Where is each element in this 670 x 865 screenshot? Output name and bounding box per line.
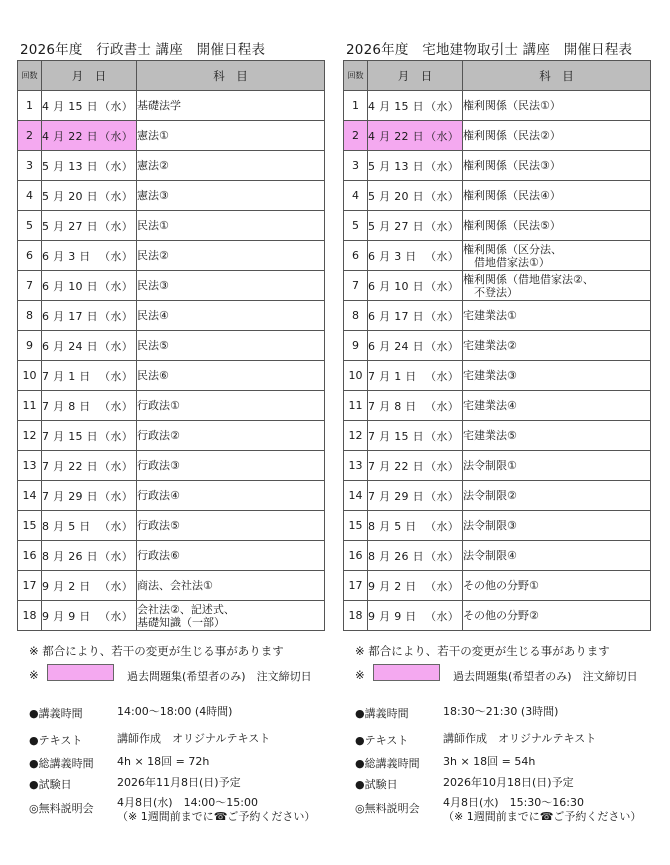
session-subject: 民法① xyxy=(137,211,325,241)
session-date-text: 7 月 29 日 xyxy=(42,489,98,503)
session-number: 8 xyxy=(18,301,42,331)
session-subject: 法令制限④ xyxy=(463,541,651,571)
info-label: ●試験日 xyxy=(29,778,72,791)
session-number: 7 xyxy=(18,271,42,301)
session-date xyxy=(42,541,137,571)
table-row xyxy=(344,451,651,481)
session-weekday: （水） xyxy=(99,399,133,413)
session-date-text: 7 月 22 日 xyxy=(368,459,424,473)
session-date-text: 8 月 26 日 xyxy=(368,549,424,563)
info-value: 講師作成 オリジナルテキスト xyxy=(117,732,271,745)
session-weekday: （水） xyxy=(425,219,459,233)
session-number: 4 xyxy=(18,181,42,211)
schedule-table xyxy=(17,60,325,631)
session-weekday: （水） xyxy=(99,219,133,233)
table-row xyxy=(344,601,651,631)
table-row xyxy=(18,211,325,241)
table-row xyxy=(18,601,325,631)
change-notice: ※ 都合により、若干の変更が生じる事があります xyxy=(355,644,610,658)
table-row xyxy=(18,391,325,421)
session-date-text: 4 月 15 日 xyxy=(42,99,98,113)
info-label: ●講義時間 xyxy=(29,707,83,720)
session-date xyxy=(368,121,463,151)
legend-mark: ※ xyxy=(355,668,365,682)
session-number: 17 xyxy=(18,571,42,601)
table-row xyxy=(18,181,325,211)
change-notice: ※ 都合により、若干の変更が生じる事があります xyxy=(29,644,284,658)
session-number: 15 xyxy=(18,511,42,541)
session-date xyxy=(368,301,463,331)
table-row xyxy=(344,571,651,601)
session-number: 16 xyxy=(18,541,42,571)
legend-mark: ※ xyxy=(29,668,39,682)
session-date xyxy=(42,301,137,331)
session-number: 11 xyxy=(344,391,368,421)
session-number: 4 xyxy=(344,181,368,211)
schedule-table xyxy=(343,60,651,631)
session-date xyxy=(42,181,137,211)
session-date-text: 7 月 8 日 xyxy=(368,399,417,413)
highlight-legend-swatch xyxy=(373,664,440,681)
header-date: 月 日 xyxy=(42,61,137,91)
session-date-text: 5 月 20 日 xyxy=(42,189,98,203)
session-date-text: 9 月 9 日 xyxy=(368,609,417,623)
info-label: ●テキスト xyxy=(29,734,83,747)
session-date-text: 6 月 3 日 xyxy=(368,249,417,263)
session-date xyxy=(368,571,463,601)
header-date: 月 日 xyxy=(368,61,463,91)
session-date xyxy=(42,571,137,601)
session-weekday: （水） xyxy=(99,549,133,563)
legend-text: 過去問題集(希望者のみ) 注文締切日 xyxy=(453,670,638,683)
session-number: 14 xyxy=(18,481,42,511)
session-weekday: （水） xyxy=(99,459,133,473)
session-date-text: 5 月 13 日 xyxy=(42,159,98,173)
session-number: 18 xyxy=(18,601,42,631)
session-date xyxy=(368,481,463,511)
info-label: ●総講義時間 xyxy=(355,757,420,770)
session-weekday: （水） xyxy=(99,189,133,203)
session-weekday: （水） xyxy=(425,519,459,533)
session-date-text: 7 月 22 日 xyxy=(42,459,98,473)
session-number: 13 xyxy=(18,451,42,481)
session-number: 12 xyxy=(344,421,368,451)
table-row xyxy=(18,121,325,151)
session-date xyxy=(368,91,463,121)
session-number: 12 xyxy=(18,421,42,451)
session-date-text: 7 月 15 日 xyxy=(42,429,98,443)
session-date xyxy=(42,361,137,391)
table-row xyxy=(344,241,651,271)
info-value: 2026年11月8日(日)予定 xyxy=(117,776,241,789)
table-row xyxy=(344,151,651,181)
session-weekday: （水） xyxy=(99,429,133,443)
info-value: 講師作成 オリジナルテキスト xyxy=(443,732,597,745)
session-weekday: （水） xyxy=(425,549,459,563)
table-row xyxy=(18,541,325,571)
session-weekday: （水） xyxy=(425,189,459,203)
session-subject: 権利関係（借地借家法②、 不登法） xyxy=(463,271,651,301)
session-weekday: （水） xyxy=(99,489,133,503)
session-date-text: 6 月 10 日 xyxy=(368,279,424,293)
session-date xyxy=(42,91,137,121)
table-row xyxy=(344,121,651,151)
session-weekday: （水） xyxy=(99,339,133,353)
session-date-text: 7 月 8 日 xyxy=(42,399,91,413)
legend-text: 過去問題集(希望者のみ) 注文締切日 xyxy=(127,670,312,683)
session-date xyxy=(42,481,137,511)
session-subject: 権利関係（民法②） xyxy=(463,121,651,151)
session-date-text: 4 月 22 日 xyxy=(368,129,424,143)
session-date-text: 4 月 22 日 xyxy=(42,129,98,143)
session-weekday: （水） xyxy=(99,159,133,173)
session-subject: 行政法⑥ xyxy=(137,541,325,571)
session-subject: 宅建業法① xyxy=(463,301,651,331)
session-number: 15 xyxy=(344,511,368,541)
session-weekday: （水） xyxy=(99,609,133,623)
header-subject: 科 目 xyxy=(463,61,651,91)
session-date-text: 5 月 13 日 xyxy=(368,159,424,173)
table-row xyxy=(344,91,651,121)
session-date xyxy=(368,151,463,181)
schedule-title: 2026年度 宅地建物取引士 講座 開催日程表 xyxy=(346,42,633,58)
session-date xyxy=(42,451,137,481)
session-date-text: 7 月 1 日 xyxy=(368,369,417,383)
session-number: 3 xyxy=(344,151,368,181)
session-date-text: 8 月 26 日 xyxy=(42,549,98,563)
session-weekday: （水） xyxy=(99,369,133,383)
info-label: ●試験日 xyxy=(355,778,398,791)
table-row xyxy=(18,511,325,541)
session-date xyxy=(368,391,463,421)
session-date xyxy=(368,601,463,631)
session-weekday: （水） xyxy=(99,519,133,533)
session-subject: 行政法① xyxy=(137,391,325,421)
session-weekday: （水） xyxy=(425,129,459,143)
session-weekday: （水） xyxy=(425,279,459,293)
session-number: 13 xyxy=(344,451,368,481)
session-number: 9 xyxy=(18,331,42,361)
session-subject: 行政法④ xyxy=(137,481,325,511)
session-subject: その他の分野① xyxy=(463,571,651,601)
session-weekday: （水） xyxy=(425,609,459,623)
session-weekday: （水） xyxy=(425,369,459,383)
session-date-text: 8 月 5 日 xyxy=(368,519,417,533)
session-date-text: 4 月 15 日 xyxy=(368,99,424,113)
session-weekday: （水） xyxy=(99,309,133,323)
session-number: 6 xyxy=(18,241,42,271)
table-row xyxy=(18,271,325,301)
table-row xyxy=(344,301,651,331)
session-weekday: （水） xyxy=(425,159,459,173)
session-subject: 宅建業法③ xyxy=(463,361,651,391)
table-row xyxy=(344,391,651,421)
table-row xyxy=(18,331,325,361)
session-subject: 権利関係（民法①） xyxy=(463,91,651,121)
session-number: 10 xyxy=(344,361,368,391)
table-row xyxy=(18,361,325,391)
session-weekday: （水） xyxy=(99,129,133,143)
session-weekday: （水） xyxy=(425,339,459,353)
session-subject: 憲法② xyxy=(137,151,325,181)
session-date-text: 7 月 29 日 xyxy=(368,489,424,503)
session-number: 11 xyxy=(18,391,42,421)
table-row xyxy=(344,421,651,451)
session-date-text: 6 月 24 日 xyxy=(368,339,424,353)
table-row xyxy=(344,271,651,301)
session-subject: 宅建業法④ xyxy=(463,391,651,421)
session-date xyxy=(368,451,463,481)
info-label: ●講義時間 xyxy=(355,707,409,720)
session-weekday: （水） xyxy=(425,309,459,323)
session-number: 2 xyxy=(344,121,368,151)
session-date-text: 9 月 9 日 xyxy=(42,609,91,623)
table-row xyxy=(344,481,651,511)
session-date-text: 5 月 27 日 xyxy=(42,219,98,233)
session-weekday: （水） xyxy=(99,579,133,593)
info-value: 3h × 18回 = 54h xyxy=(443,755,536,768)
session-number: 3 xyxy=(18,151,42,181)
session-date-text: 9 月 2 日 xyxy=(42,579,91,593)
info-label: ●総講義時間 xyxy=(29,757,94,770)
session-number: 17 xyxy=(344,571,368,601)
session-number: 14 xyxy=(344,481,368,511)
table-row xyxy=(18,421,325,451)
session-subject: 民法③ xyxy=(137,271,325,301)
session-date xyxy=(368,421,463,451)
session-date xyxy=(368,331,463,361)
schedule-title: 2026年度 行政書士 講座 開催日程表 xyxy=(20,42,266,58)
session-subject: 民法⑥ xyxy=(137,361,325,391)
session-date-text: 7 月 1 日 xyxy=(42,369,91,383)
session-subject: 行政法⑤ xyxy=(137,511,325,541)
session-date-text: 6 月 10 日 xyxy=(42,279,98,293)
session-subject: 民法② xyxy=(137,241,325,271)
session-subject: 憲法③ xyxy=(137,181,325,211)
session-subject: 行政法③ xyxy=(137,451,325,481)
info-label: ●テキスト xyxy=(355,734,409,747)
session-date xyxy=(368,541,463,571)
info-value: 4月8日(水) 15:30～16:30 （※ 1週間前までに☎ご予約ください） xyxy=(443,796,642,823)
session-date-text: 5 月 20 日 xyxy=(368,189,424,203)
highlight-legend-swatch xyxy=(47,664,114,681)
info-label: ◎無料説明会 xyxy=(29,802,94,815)
table-row xyxy=(344,331,651,361)
session-date xyxy=(368,181,463,211)
session-number: 16 xyxy=(344,541,368,571)
table-row xyxy=(18,241,325,271)
table-row xyxy=(18,571,325,601)
table-header-row xyxy=(344,61,651,91)
table-row xyxy=(344,181,651,211)
session-date xyxy=(42,421,137,451)
session-subject: 行政法② xyxy=(137,421,325,451)
session-subject: 基礎法学 xyxy=(137,91,325,121)
session-date xyxy=(42,391,137,421)
session-subject: 法令制限② xyxy=(463,481,651,511)
table-header-row xyxy=(18,61,325,91)
session-subject: 宅建業法⑤ xyxy=(463,421,651,451)
info-value: 14:00～18:00 (4時間) xyxy=(117,705,233,718)
header-no: 回数 xyxy=(18,61,42,91)
session-date xyxy=(42,331,137,361)
session-number: 2 xyxy=(18,121,42,151)
info-label: ◎無料説明会 xyxy=(355,802,420,815)
session-subject: 権利関係（民法⑤） xyxy=(463,211,651,241)
info-value: 4h × 18回 = 72h xyxy=(117,755,210,768)
session-weekday: （水） xyxy=(425,399,459,413)
session-date-text: 9 月 2 日 xyxy=(368,579,417,593)
table-row xyxy=(344,541,651,571)
session-subject: 宅建業法② xyxy=(463,331,651,361)
session-weekday: （水） xyxy=(99,99,133,113)
session-number: 7 xyxy=(344,271,368,301)
table-row xyxy=(344,211,651,241)
table-row xyxy=(18,451,325,481)
session-number: 10 xyxy=(18,361,42,391)
session-subject: 権利関係（区分法、 借地借家法①） xyxy=(463,241,651,271)
header-subject: 科 目 xyxy=(137,61,325,91)
info-value: 2026年10月18日(日)予定 xyxy=(443,776,574,789)
session-date xyxy=(368,361,463,391)
session-date xyxy=(368,241,463,271)
table-row xyxy=(344,511,651,541)
table-row xyxy=(18,301,325,331)
session-subject: 法令制限③ xyxy=(463,511,651,541)
session-subject: 法令制限① xyxy=(463,451,651,481)
session-date xyxy=(42,151,137,181)
session-number: 18 xyxy=(344,601,368,631)
session-date xyxy=(42,241,137,271)
session-subject: 民法④ xyxy=(137,301,325,331)
session-weekday: （水） xyxy=(99,279,133,293)
session-date-text: 6 月 17 日 xyxy=(368,309,424,323)
session-date-text: 5 月 27 日 xyxy=(368,219,424,233)
session-date-text: 6 月 17 日 xyxy=(42,309,98,323)
session-subject: 権利関係（民法④） xyxy=(463,181,651,211)
session-number: 8 xyxy=(344,301,368,331)
session-weekday: （水） xyxy=(425,99,459,113)
session-number: 9 xyxy=(344,331,368,361)
info-value: 4月8日(水) 14:00～15:00 （※ 1週間前までに☎ご予約ください） xyxy=(117,796,316,823)
session-subject: 商法、会社法① xyxy=(137,571,325,601)
session-weekday: （水） xyxy=(425,459,459,473)
session-date xyxy=(368,271,463,301)
session-date xyxy=(368,211,463,241)
session-date-text: 7 月 15 日 xyxy=(368,429,424,443)
session-subject: 会社法②、記述式、 基礎知識（一部） xyxy=(137,601,325,631)
session-date-text: 8 月 5 日 xyxy=(42,519,91,533)
session-date xyxy=(42,271,137,301)
table-row xyxy=(18,91,325,121)
session-number: 5 xyxy=(18,211,42,241)
session-weekday: （水） xyxy=(425,579,459,593)
header-no: 回数 xyxy=(344,61,368,91)
session-weekday: （水） xyxy=(425,489,459,503)
session-weekday: （水） xyxy=(425,429,459,443)
table-row xyxy=(344,361,651,391)
session-subject: 憲法① xyxy=(137,121,325,151)
info-value: 18:30～21:30 (3時間) xyxy=(443,705,559,718)
session-date xyxy=(42,601,137,631)
session-date xyxy=(42,121,137,151)
table-row xyxy=(18,481,325,511)
session-number: 1 xyxy=(344,91,368,121)
session-date xyxy=(368,511,463,541)
session-number: 1 xyxy=(18,91,42,121)
session-subject: 民法⑤ xyxy=(137,331,325,361)
session-date-text: 6 月 24 日 xyxy=(42,339,98,353)
session-subject: 権利関係（民法③） xyxy=(463,151,651,181)
session-date xyxy=(42,511,137,541)
session-weekday: （水） xyxy=(99,249,133,263)
session-number: 5 xyxy=(344,211,368,241)
session-date xyxy=(42,211,137,241)
session-date-text: 6 月 3 日 xyxy=(42,249,91,263)
session-weekday: （水） xyxy=(425,249,459,263)
session-number: 6 xyxy=(344,241,368,271)
session-subject: その他の分野② xyxy=(463,601,651,631)
table-row xyxy=(18,151,325,181)
